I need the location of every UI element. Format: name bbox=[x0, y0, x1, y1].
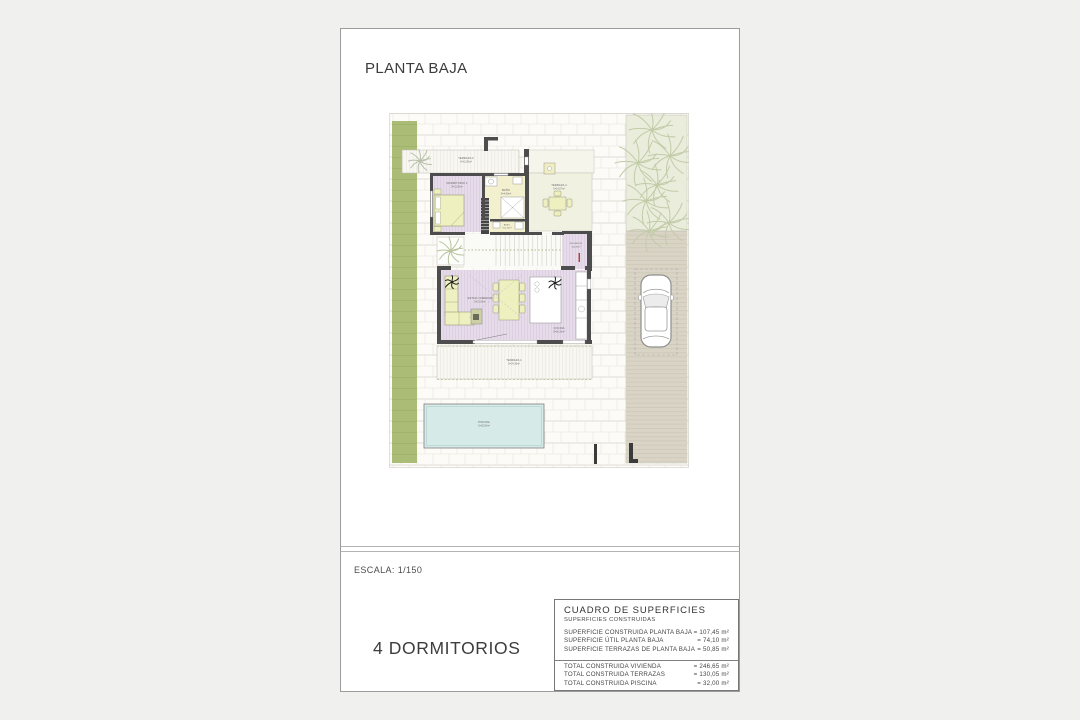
table-row: TOTAL CONSTRUIDA TERRAZAS = 130,05 m² bbox=[564, 671, 729, 679]
page-title: PLANTA BAJA bbox=[365, 60, 468, 77]
room-label-terraza-4: TERRAZA 4 bbox=[551, 184, 567, 187]
svg-text:S=14,07m²: S=14,07m² bbox=[553, 187, 565, 191]
surfaces-table-subtitle: SUPERFICIES CONSTRUIDAS bbox=[564, 617, 656, 623]
surfaces-rows bbox=[564, 629, 729, 654]
table-row: TOTAL CONSTRUIDA VIVIENDA = 246,65 m² bbox=[564, 662, 729, 670]
drawing-sheet bbox=[340, 28, 740, 692]
recibidor bbox=[562, 234, 587, 269]
desk bbox=[471, 309, 482, 324]
floor-plan bbox=[389, 113, 689, 468]
terraza-4 bbox=[526, 163, 592, 231]
svg-text:S=16,36m²: S=16,36m² bbox=[553, 330, 565, 334]
surfaces-table-title: CUADRO DE SUPERFICIES bbox=[564, 605, 706, 616]
scale-label: ESCALA: 1/150 bbox=[354, 565, 423, 575]
table-row: SUPERFICIE CONSTRUIDA PLANTA BAJA = 107,45 m² bbox=[564, 629, 729, 636]
svg-text:S=31,06m²: S=31,06m² bbox=[474, 300, 486, 304]
kitchen-counter bbox=[576, 272, 587, 339]
room-label-estar-comedor: ESTAR COMEDOR bbox=[467, 297, 493, 300]
room-label-terraza-2: TERRAZA 2 bbox=[458, 157, 474, 160]
room-label-terraza-1: TERRAZA 1 bbox=[506, 359, 522, 362]
car bbox=[639, 275, 674, 347]
patio bbox=[437, 237, 464, 265]
svg-text:S=32,00m²: S=32,00m² bbox=[478, 424, 490, 428]
bedrooms-label: 4 DORMITORIOS bbox=[373, 638, 521, 658]
room-label-piscina: PISCINA bbox=[478, 421, 490, 424]
table-row: SUPERFICIE ÚTIL PLANTA BAJA = 74,10 m² bbox=[564, 637, 729, 645]
surfaces-table bbox=[554, 599, 739, 691]
svg-text:S=6,83m²: S=6,83m² bbox=[571, 246, 581, 249]
room-label-recibidor: RECIBIDOR bbox=[569, 243, 583, 245]
svg-text:S=12,00m²: S=12,00m² bbox=[460, 160, 472, 164]
table-row: SUPERFICIE TERRAZAS DE PLANTA BAJA = 50,85 m² bbox=[564, 645, 729, 653]
surfaces-totals bbox=[555, 660, 738, 689]
svg-text:S=4,60m²: S=4,60m² bbox=[500, 192, 512, 196]
svg-text:S=24,36m²: S=24,36m² bbox=[508, 362, 520, 366]
bed bbox=[434, 189, 464, 232]
hall bbox=[464, 234, 562, 268]
room-label-aseo: ASEO bbox=[503, 224, 511, 227]
electrical-panel bbox=[579, 253, 580, 262]
title-block-divider bbox=[341, 546, 739, 552]
svg-text:S=2,34m²: S=2,34m² bbox=[502, 227, 512, 230]
room-label-bano: BAÑO bbox=[501, 189, 511, 192]
upper-floor-overhang bbox=[528, 150, 594, 173]
room-label-cocina: COCINA bbox=[553, 327, 565, 330]
room-label-dormitorio-1: DORMITORIO 1 bbox=[446, 182, 468, 185]
svg-text:S=11,50m²: S=11,50m² bbox=[451, 185, 463, 189]
table-row: TOTAL CONSTRUIDA PISCINA = 32,00 m² bbox=[564, 679, 729, 687]
